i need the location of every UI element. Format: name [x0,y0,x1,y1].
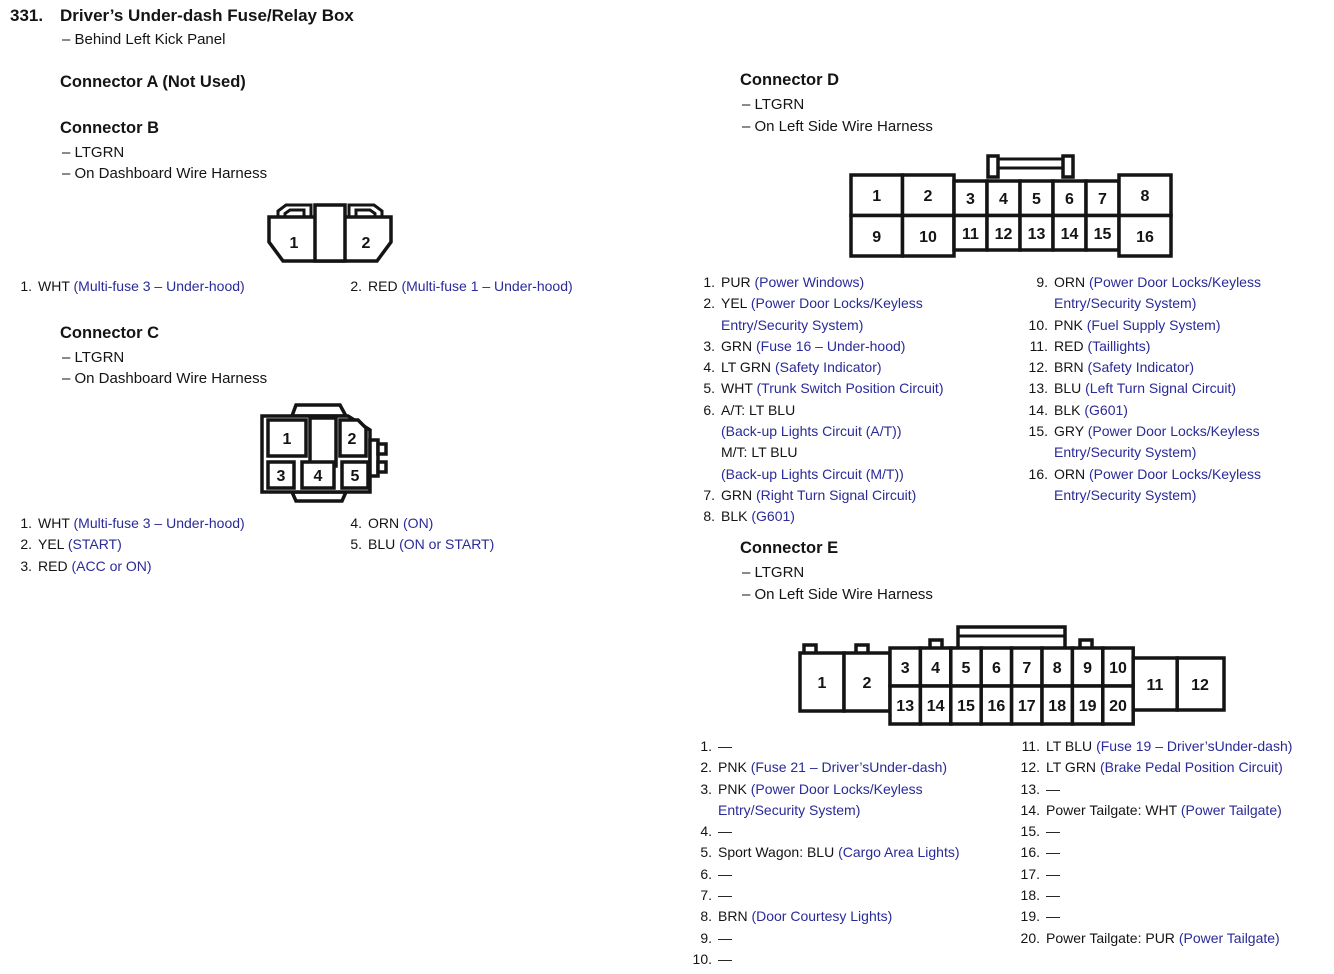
pin-row [1014,906,1334,927]
circuit-name: (Safety Indicator) [1087,359,1195,376]
connector-b-diagram [264,202,396,268]
pin-cell-label: 9 [1083,660,1093,677]
wire-color: BRN [1054,359,1084,376]
wire-color: — [1046,823,1060,840]
pin-number: 1. [703,274,715,290]
pin-row [1014,779,1334,800]
circuit-name: (Trunk Switch Position Circuit) [756,380,944,397]
circuit-name: (G601) [751,508,795,525]
pin-number: 15. [1028,423,1048,440]
connector-d-latch [988,156,998,177]
pin-row [697,293,973,336]
pin-number: 1. [20,515,32,531]
wire-color: — [1046,865,1060,882]
pin-number: 16. [1020,844,1040,861]
pin-number: 12. [1020,759,1040,776]
pin-cell-label: 14 [926,698,945,715]
pin-cell-label: 13 [1027,226,1046,243]
wire-color: WHT [38,278,70,294]
pin-cell-label: 20 [1109,698,1127,715]
wire-color: — [718,887,732,904]
connector-b-pins-left [14,276,334,297]
pin-row [1022,336,1294,357]
pin-number: 8. [703,508,715,525]
circuit-name: (Power Door Locks/Keyless Entry/Security System) [1054,465,1261,503]
pin-number: 16. [1028,465,1048,482]
pin-cell-label: 2 [361,235,371,252]
pin-number: 10. [692,950,712,967]
pin-cell-label: 8 [1140,188,1150,205]
pin-cell-label: 15 [957,698,975,715]
wire-color: BLU [1054,380,1082,397]
wire-color: YEL [721,295,747,312]
pin-number: 3. [703,337,715,354]
pin-row [1014,800,1334,821]
pin-cell-label: 9 [872,229,882,246]
pin-row [688,906,998,927]
pin-row [1022,357,1294,378]
wire-color: BLU [368,536,396,553]
pin-number: 2. [20,536,32,553]
pin-cell-label: 6 [991,660,1001,677]
pin-number: 4. [700,823,712,840]
wire-color: ORN [1054,274,1086,290]
circuit-name: (ON) [403,515,434,531]
wire-color: BLK [1054,401,1081,418]
wire-color: WHT [721,380,753,397]
connector-c-pins-left [14,513,334,577]
wire-color: LT BLU [1046,738,1093,754]
pin-number: 5. [350,536,362,553]
pin-row [688,842,998,863]
connector-d-color-note: – LTGRN [742,96,805,113]
pin-number: 6. [703,401,715,418]
connector-d-diagram [847,155,1177,259]
connector-c-header: Connector C [60,324,159,342]
connector-c-pins-right [344,513,664,556]
pin-row [344,513,664,534]
pin-row [1014,928,1334,949]
pin-number: 10. [1028,316,1048,333]
pin-row [688,885,998,906]
pin-number: 13. [1028,380,1048,397]
pin-row [697,378,973,399]
pin-number: 5. [700,844,712,861]
wire-color: — [718,929,732,946]
connector-d-header: Connector D [740,71,839,89]
circuit-name: (Power Door Locks/Keyless Entry/Security System) [718,780,923,818]
wire-color: — [718,823,732,840]
pin-number: 18. [1020,887,1040,904]
connector-b-pins-right [344,276,664,297]
circuit-name: (Multi-fuse 3 – Under-hood) [73,515,245,531]
pin-number: 7. [703,486,715,503]
pin-cell-label: 1 [872,188,882,205]
pin-cell-label: 19 [1078,698,1097,715]
pin-row [14,276,334,297]
wire-color: WHT [38,515,70,531]
connector-e-header: Connector E [740,539,839,557]
pin-row [1014,885,1334,906]
circuit-name: (Multi-fuse 3 – Under-hood) [73,278,245,294]
wire-color: RED [368,278,398,294]
pin-number: 11. [1021,738,1040,754]
pin-number: 12. [1028,359,1048,376]
pin-cell-label: 4 [931,660,941,677]
wire-color: Power Tailgate: PUR [1046,929,1175,946]
pin-cell-label: 4 [313,468,323,485]
wire-color: LT GRN [721,359,772,376]
pin-row [1014,864,1334,885]
pin-cell-label: 11 [962,226,979,243]
wire-color: ORN [1054,465,1086,482]
connector-b-center-channel [315,205,345,261]
pin-row [1022,464,1294,507]
circuit-name: (ON or START) [399,536,495,553]
pin-number: 9. [700,929,712,946]
pin-cell-label: 4 [999,191,1008,208]
pin-number: 3. [700,780,712,797]
wire-color: PUR [721,274,751,290]
connector-b-header: Connector B [60,119,159,137]
connector-c-diagram [258,400,403,505]
wire-color: — [1046,780,1060,797]
connector-e-harness-note: – On Left Side Wire Harness [742,586,933,603]
connector-a-header: Connector A (Not Used) [60,73,246,91]
pin-number: 17. [1020,865,1040,882]
pin-number: 1. [700,738,712,754]
circuit-name: (ACC or ON) [71,557,152,574]
connector-e-color-note: – LTGRN [742,564,805,581]
pin-number: 1. [20,278,32,294]
pin-number: 7. [700,887,712,904]
pin-cell-label: 6 [1065,191,1074,208]
connector-b-harness-note: – On Dashboard Wire Harness [62,165,268,182]
wire-color: YEL [38,536,64,553]
connector-b-color-note: – LTGRN [62,144,125,161]
pin-cell-label: 12 [1191,677,1209,694]
pin-cell-label: 2 [347,431,357,448]
pin-number: 4. [703,359,715,376]
circuit-name: (Power Door Locks/Keyless Entry/Security System) [721,295,923,333]
pin-cell-label: 2 [862,675,872,692]
pin-row [688,821,998,842]
wire-color: PNK [718,759,747,776]
pin-row [344,276,664,297]
connector-e-pins-left [688,736,998,970]
circuit-name: (Fuse 21 – Driver’sUnder-dash) [750,759,948,776]
pin-cell-label: 16 [987,698,1006,715]
pin-cell-label: 5 [961,660,971,677]
page-location-note: – Behind Left Kick Panel [62,31,226,48]
pin-cell-label: 12 [994,226,1013,243]
circuit-name: (Right Turn Signal Circuit) [756,486,917,503]
pin-number: 3. [20,557,32,574]
wire-color: — [718,738,732,754]
pin-row [14,534,334,555]
pin-cell-label: 11 [1146,677,1164,694]
connector-d-pins-right [1022,272,1294,506]
pin-number: 14. [1028,401,1048,418]
circuit-name: (START) [67,536,122,553]
pin-row [1014,757,1334,778]
pin-cell-label: 10 [1109,660,1127,677]
pin-row [1014,842,1334,863]
pin-row [697,506,973,527]
wire-color: Power Tailgate: WHT [1046,801,1177,818]
pin-row [697,485,973,506]
circuit-name: (Cargo Area Lights) [838,844,960,861]
pin-cell-label: 15 [1093,226,1112,243]
pin-number: 4. [350,515,362,531]
pin-cell-label: 7 [1098,191,1107,208]
wire-color: — [1046,908,1060,925]
connector-c-color-note: – LTGRN [62,349,125,366]
pin-number: 9. [1036,274,1048,290]
item-number: 331. [10,6,44,25]
connector-e-pins-right [1014,736,1334,949]
pin-row [1022,272,1294,315]
circuit-name: (G601) [1084,401,1128,418]
wire-color: — [718,865,732,882]
pin-cell-label: 3 [276,468,286,485]
pin-row [697,272,973,293]
circuit-name: (Back-up Lights Circuit (A/T)) [721,423,902,440]
pin-cell-label: 5 [1032,191,1041,208]
wire-color: Sport Wagon: BLU [718,844,835,861]
pin-row [688,779,998,822]
pin-cell-label: 1 [282,431,292,448]
pin-number: 11. [1029,337,1048,354]
pin-row [688,949,998,970]
circuit-name: (Fuse 16 – Under-hood) [756,337,906,354]
wire-color: ORN [368,515,400,531]
pin-number: 2. [700,759,712,776]
circuit-name: (Fuel Supply System) [1086,316,1221,333]
connector-d-harness-note: – On Left Side Wire Harness [742,118,933,135]
pin-row [688,928,998,949]
pin-cell-label: 5 [350,468,360,485]
wire-color: GRN [721,337,753,354]
pin-cell-label: 7 [1022,660,1032,677]
pin-row [688,736,998,757]
pin-cell-label: 2 [923,188,933,205]
pin-row [14,556,334,577]
circuit-name: (Left Turn Signal Circuit) [1085,380,1237,397]
pin-cell-label: 18 [1048,698,1067,715]
pin-number: 13. [1020,780,1040,797]
page-title: Driver’s Under-dash Fuse/Relay Box [60,6,354,25]
pin-row [1022,400,1294,421]
pin-cell-label: 14 [1060,226,1079,243]
pin-row [1014,736,1334,757]
circuit-name-alt: (Back-up Lights Circuit (M/T)) [721,465,904,482]
wire-color: — [1046,887,1060,904]
circuit-name: (Power Tailgate) [1178,929,1280,946]
connector-d-pins-left [697,272,973,528]
pin-number: 15. [1020,823,1040,840]
pin-row [688,757,998,778]
connector-c-center-channel [310,418,336,466]
wire-color: BRN [718,908,748,925]
circuit-name: (Power Door Locks/Keyless Entry/Security System) [1054,274,1261,312]
circuit-name: (Taillights) [1087,337,1151,354]
pin-cell-label: 10 [919,229,937,246]
circuit-name: (Door Courtesy Lights) [751,908,893,925]
circuit-name: (Multi-fuse 1 – Under-hood) [401,278,573,294]
wire-color: A/T: LT BLU [721,401,796,418]
pin-row [14,513,334,534]
pin-cell-label: 1 [817,675,827,692]
wire-color: GRN [721,486,753,503]
pin-number: 2. [703,295,715,312]
wire-color: PNK [1054,316,1083,333]
pin-row [1022,421,1294,464]
pin-number: 19. [1020,908,1040,925]
pin-cell-label: 3 [900,660,910,677]
connector-c-harness-note: – On Dashboard Wire Harness [62,370,268,387]
pin-row [688,864,998,885]
wire-color: — [1046,844,1060,861]
wire-color-alt: M/T: LT BLU [721,444,798,461]
wire-color: PNK [718,780,747,797]
circuit-name: (Safety Indicator) [774,359,882,376]
circuit-name: (Power Tailgate) [1180,801,1282,818]
wire-color: GRY [1054,423,1084,440]
pin-row [697,357,973,378]
pin-row [697,336,973,357]
circuit-name: (Power Windows) [754,274,865,290]
circuit-name: (Power Door Locks/Keyless Entry/Security System) [1054,423,1260,461]
pin-cell-label: 1 [289,235,299,252]
wire-color: LT GRN [1046,759,1097,776]
pin-number: 5. [703,380,715,397]
pin-cell-label: 3 [966,191,975,208]
pin-cell-label: 8 [1052,660,1062,677]
pin-row [697,400,973,485]
pin-cell-label: 16 [1136,229,1154,246]
pin-number: 8. [700,908,712,925]
circuit-name: (Brake Pedal Position Circuit) [1099,759,1283,776]
pin-row [1014,821,1334,842]
pin-number: 6. [700,865,712,882]
wire-color: RED [1054,337,1084,354]
pin-number: 14. [1020,801,1040,818]
pin-row [1022,378,1294,399]
pin-number: 2. [350,278,362,294]
pin-row [1022,315,1294,336]
pin-number: 20. [1020,929,1040,946]
wire-color: — [718,950,732,967]
pin-row [344,534,664,555]
circuit-name: (Fuse 19 – Driver’sUnder-dash) [1096,738,1293,754]
wire-color: RED [38,557,68,574]
pin-cell-label: 13 [896,698,915,715]
connector-e-diagram [792,624,1232,726]
wire-color: BLK [721,508,748,525]
pin-cell-label: 17 [1017,698,1036,715]
